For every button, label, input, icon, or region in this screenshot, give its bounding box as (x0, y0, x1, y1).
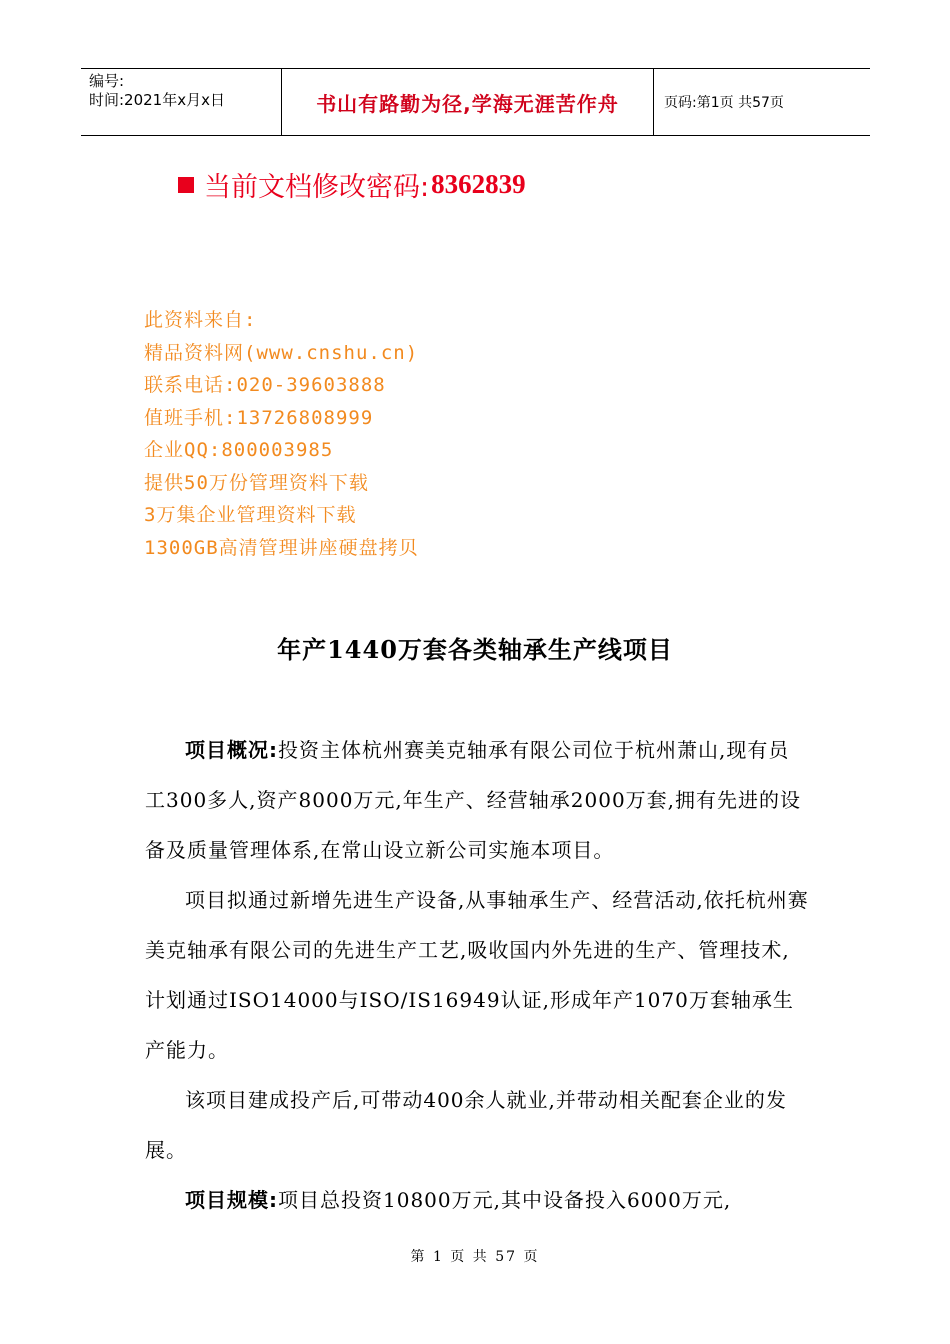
document-title: 年产1440万套各类轴承生产线项目 (277, 635, 673, 664)
header-motto: 书山有路勤为径,学海无涯苦作舟 (316, 91, 619, 116)
paragraph-overview (145, 725, 810, 875)
source-line: 精品资料网(www.cnshu.cn) (144, 341, 419, 364)
source-info (144, 304, 419, 564)
header-meta (81, 69, 281, 135)
source-line: 1300GB高清管理讲座硬盘拷贝 (144, 536, 419, 559)
header-table (81, 68, 870, 136)
page-info: 页码:第1页 共57页 (664, 95, 784, 111)
source-line: 3万集企业管理资料下载 (144, 504, 357, 526)
document-body (145, 725, 810, 1225)
header-page-info (654, 69, 870, 135)
paragraph-impact: 该项目建成投产后,可带动400余人就业,并带动相关配套企业的发展。 (145, 1088, 787, 1162)
password-label: 当前文档修改密码: (204, 172, 430, 203)
paragraph-scale (145, 1175, 810, 1225)
time-label: 时间:2021年x月x日 (89, 91, 225, 109)
overview-text: 投资主体杭州赛美克轴承有限公司位于杭州萧山,现有员工300多人,资产8000万元,年生产、经营轴承2000万套,拥有先进的设备及质量管理体系,在常山设立新公司实施本项目。 (145, 738, 802, 862)
source-line: 企业QQ:800003985 (144, 439, 334, 461)
header-motto-cell (281, 69, 654, 135)
scale-text: 项目总投资10800万元,其中设备投入6000万元, (278, 1188, 732, 1212)
source-line: 值班手机:13726808999 (144, 406, 374, 429)
page-footer: 第 1 页 共 57 页 (410, 1249, 540, 1265)
overview-label: 项目概况: (185, 738, 278, 762)
paragraph-plan: 项目拟通过新增先进生产设备,从事轴承生产、经营活动,依托杭州赛美克轴承有限公司的先进生产工艺,吸收国内外先进的生产、管理技术,计划通过ISO14000与ISO/IS16949认证,形成年产1070万套轴承生产能力。 (145, 888, 809, 1062)
square-bullet-icon (178, 177, 194, 193)
number-label: 编号: (89, 72, 125, 90)
password-code: 8362839 (431, 169, 526, 199)
source-line: 联系电话:020-39603888 (144, 374, 386, 396)
scale-label: 项目规模: (185, 1188, 278, 1212)
password-line (178, 165, 526, 204)
source-line: 提供50万份管理资料下载 (144, 471, 369, 494)
source-line: 此资料来自: (144, 309, 257, 331)
